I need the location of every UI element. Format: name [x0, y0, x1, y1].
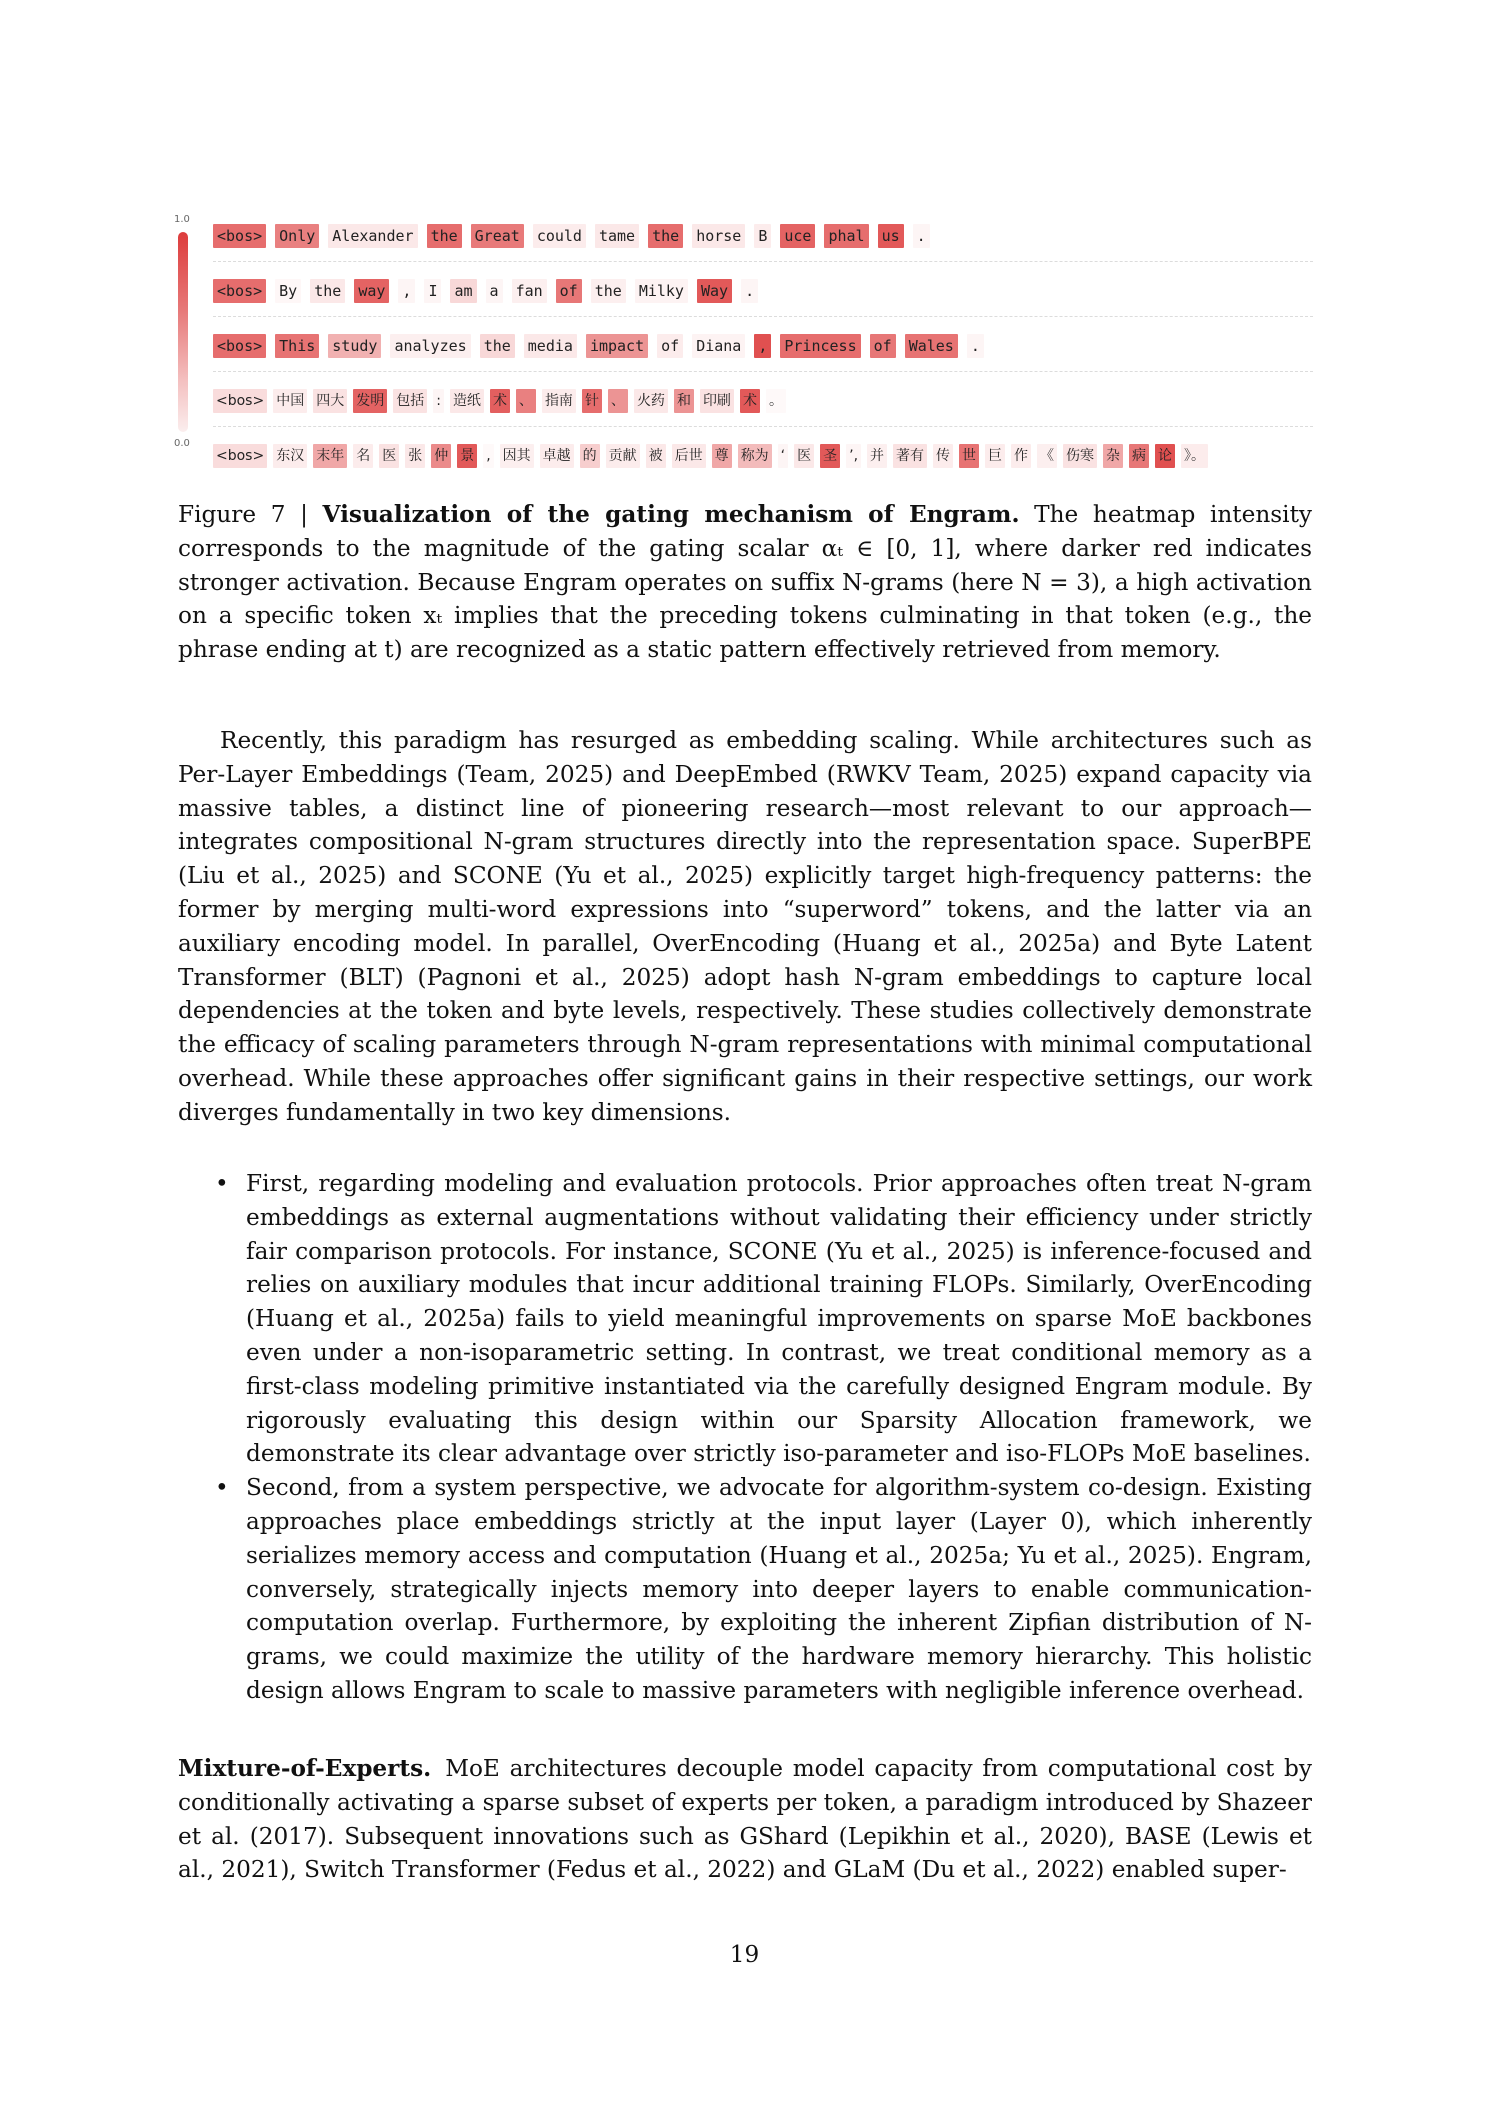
heatmap-token: 印刷	[700, 389, 734, 413]
heatmap-token: ,	[483, 444, 493, 468]
heatmap-token: 包括	[393, 389, 427, 413]
heatmap-token: <bos>	[213, 224, 266, 248]
caption-title: Visualization of the gating mechanism of Engram.	[322, 501, 1020, 528]
heatmap-token: could	[533, 224, 586, 248]
heatmap-token: 张	[405, 444, 425, 468]
heatmap-token: 世	[959, 444, 979, 468]
heatmap-token: 杂	[1103, 444, 1123, 468]
heatmap-token: Wales	[905, 334, 958, 358]
colorbar-max-label: 1.0	[174, 214, 190, 225]
heatmap-token: 仲	[431, 444, 451, 468]
heatmap-token: :	[433, 389, 444, 413]
figure-caption	[178, 498, 1312, 667]
section-runin-heading: Mixture-of-Experts.	[178, 1755, 432, 1782]
heatmap-token: uce	[780, 224, 815, 248]
heatmap-token: the	[427, 224, 462, 248]
bullet-list	[178, 1167, 1312, 1708]
bullet-text: Second, from a system perspective, we advocate for algorithm-system co-design. Existing approaches place embeddings strictly at the input layer (Layer 0), which inherently serializes memory access and computation (Huang et al., 2025a; Yu et al., 2025). Engram, conversely, strategically injects memory into deeper layers to enable communication-computation overlap. Furthermore, by exploiting the inherent Zipfian distribution of N-grams, we could maximize the utility of the hardware memory hierarchy. This holistic design allows Engram to scale to massive parameters with negligible inference overhead.	[246, 1474, 1312, 1704]
heatmap-row	[213, 334, 1313, 358]
heatmap-token: ’,	[846, 444, 861, 468]
heatmap-token: study	[328, 334, 381, 358]
heatmap-token: <bos>	[213, 334, 266, 358]
heatmap-token: 传	[933, 444, 953, 468]
heatmap-token: 四大	[313, 389, 347, 413]
heatmap-token: impact	[586, 334, 648, 358]
heatmap-token: Princess	[780, 334, 860, 358]
heatmap-token: 著有	[893, 444, 927, 468]
heatmap-token: Milky	[635, 279, 688, 303]
bullet-dot: •	[215, 1170, 229, 1197]
heatmap-token: 并	[867, 444, 887, 468]
heatmap-token: 》。	[1181, 444, 1208, 468]
heatmap-row	[213, 444, 1313, 468]
heatmap-token: tame	[595, 224, 639, 248]
heatmap-token: This	[275, 334, 319, 358]
heatmap-token: 贡献	[606, 444, 640, 468]
gating-heatmap-figure	[174, 206, 1312, 476]
bullet-item	[178, 1471, 1312, 1708]
heatmap-token: 作	[1011, 444, 1031, 468]
heatmap-token: 伤寒	[1063, 444, 1097, 468]
heatmap-token: 针	[582, 389, 602, 413]
heatmap-token: the	[480, 334, 515, 358]
heatmap-token: .	[967, 334, 984, 358]
heatmap-token: Great	[471, 224, 524, 248]
heatmap-token: Diana	[692, 334, 745, 358]
heatmap-token: phal	[824, 224, 868, 248]
heatmap-token: ‘	[778, 444, 788, 468]
heatmap-token: ,	[398, 279, 415, 303]
bullet-text: First, regarding modeling and evaluation protocols. Prior approaches often treat N-gram embeddings as external augmentations without validating their efficiency under strictly fair comparison protocols. For instance, SCONE (Yu et al., 2025) is inference-focused and relies on auxiliary modules that incur additional training FLOPs. Similarly, OverEncoding (Huang et al., 2025a) fails to yield meaningful improvements on sparse MoE backbones even under a non-isoparametric setting. In contrast, we treat conditional memory as a first-class modeling primitive instantiated via the carefully designed Engram module. By rigorously evaluating this design within our Sparsity Allocation framework, we demonstrate its clear advantage over strictly iso-parameter and iso-FLOPs MoE baselines.	[246, 1170, 1312, 1468]
colorbar	[178, 232, 188, 432]
heatmap-token: the	[310, 279, 345, 303]
heatmap-token: 中国	[273, 389, 307, 413]
heatmap-token: media	[524, 334, 577, 358]
heatmap-row	[213, 279, 1313, 303]
bullet-item	[178, 1167, 1312, 1471]
heatmap-token: of	[657, 334, 683, 358]
heatmap-token: 术	[740, 389, 760, 413]
heatmap-token: 名	[353, 444, 373, 468]
heatmap-row	[213, 224, 1313, 248]
heatmap-token: 景	[457, 444, 477, 468]
heatmap-token: am	[450, 279, 476, 303]
heatmap-token: I	[424, 279, 441, 303]
heatmap-token: 末年	[313, 444, 347, 468]
heatmap-token: 发明	[353, 389, 387, 413]
heatmap-token: 的	[580, 444, 600, 468]
heatmap-token: fan	[512, 279, 547, 303]
heatmap-token: 、	[516, 389, 536, 413]
heatmap-token: 、	[608, 389, 628, 413]
heatmap-token: 称为	[738, 444, 772, 468]
heatmap-token: 病	[1129, 444, 1149, 468]
heatmap-token: 东汉	[273, 444, 307, 468]
heatmap-token: Way	[697, 279, 732, 303]
bullet-dot: •	[215, 1474, 229, 1502]
heatmap-row	[213, 389, 1313, 413]
heatmap-token: <bos>	[213, 279, 266, 303]
heatmap-token: <bos>	[213, 389, 267, 413]
heatmap-token: 被	[646, 444, 666, 468]
heatmap-token: analyzes	[390, 334, 470, 358]
heatmap-token: 因其	[500, 444, 534, 468]
heatmap-token: 火药	[634, 389, 668, 413]
heatmap-token: 《	[1037, 444, 1057, 468]
heatmap-token: the	[591, 279, 626, 303]
heatmap-token: 巨	[985, 444, 1005, 468]
heatmap-token: .	[913, 224, 930, 248]
heatmap-token: ,	[754, 334, 771, 358]
heatmap-token: By	[275, 279, 301, 303]
heatmap-token: 论	[1155, 444, 1175, 468]
heatmap-token: 尊	[712, 444, 732, 468]
heatmap-token: 和	[674, 389, 694, 413]
heatmap-token: 卓越	[540, 444, 574, 468]
caption-label: Figure 7 |	[178, 501, 323, 528]
heatmap-token: way	[354, 279, 389, 303]
heatmap-token: 造纸	[450, 389, 484, 413]
heatmap-token: us	[878, 224, 904, 248]
heatmap-token: 医	[794, 444, 814, 468]
colorbar-min-label: 0.0	[174, 438, 190, 449]
heatmap-token: horse	[692, 224, 745, 248]
heatmap-token: of	[870, 334, 896, 358]
heatmap-token: 医	[379, 444, 399, 468]
heatmap-token: <bos>	[213, 444, 267, 468]
page-number: 19	[729, 1941, 760, 1968]
moe-paragraph-body: MoE architectures decouple model capacity from computational cost by conditionally activating a sparse subset of experts per token, a paradigm introduced by Shazeer et al. (2017). Subsequent innovations such as GShard (Lepikhin et al., 2020), BASE (Lewis et al., 2021), Switch Transformer (Fedus et al., 2022) and GLaM (Du et al., 2022) enabled super-	[178, 1755, 1312, 1884]
heatmap-token: of	[556, 279, 582, 303]
heatmap-token: 术	[490, 389, 510, 413]
heatmap-rows	[213, 206, 1313, 476]
related-work-paragraph: Recently, this paradigm has resurged as embedding scaling. While architectures such as Per-Layer Embeddings (Team, 2025) and DeepEmbed (RWKV Team, 2025) expand capacity via massive tables, a distinct line of pioneering research—most relevant to our approach—integrates compositional N-gram structures directly into the representation space. SuperBPE (Liu et al., 2025) and SCONE (Yu et al., 2025) explicitly target high-frequency patterns: the former by merging multi-word expressions into “superword” tokens, and the latter via an auxiliary encoding model. In parallel, OverEncoding (Huang et al., 2025a) and Byte Latent Transformer (BLT) (Pagnoni et al., 2025) adopt hash N-gram embeddings to capture local dependencies at the token and byte levels, respectively. These studies collectively demonstrate the efficacy of scaling parameters through N-gram representations with minimal computational overhead. While these approaches offer significant gains in their respective settings, our work diverges fundamentally in two key dimensions.	[178, 727, 1312, 1126]
heatmap-token: 。	[766, 389, 786, 413]
moe-paragraph	[178, 1752, 1312, 1887]
heatmap-token: Only	[275, 224, 319, 248]
heatmap-token: the	[648, 224, 683, 248]
heatmap-token: Alexander	[328, 224, 417, 248]
heatmap-token: 后世	[672, 444, 706, 468]
heatmap-token: 指南	[542, 389, 576, 413]
caption-body: The heatmap intensity corresponds to the magnitude of the gating scalar αₜ ∈ [0, 1], where darker red indicates stronger activation. Because Engram operates on suffix N-grams (here N = 3), a high activation on a specific token xₜ implies that the preceding tokens culminating in that token (e.g., the phrase ending at t) are recognized as a static pattern effectively retrieved from memory.	[178, 501, 1313, 664]
heatmap-token: B	[754, 224, 771, 248]
heatmap-token: .	[741, 279, 758, 303]
heatmap-token: a	[486, 279, 503, 303]
heatmap-token: 圣	[820, 444, 840, 468]
